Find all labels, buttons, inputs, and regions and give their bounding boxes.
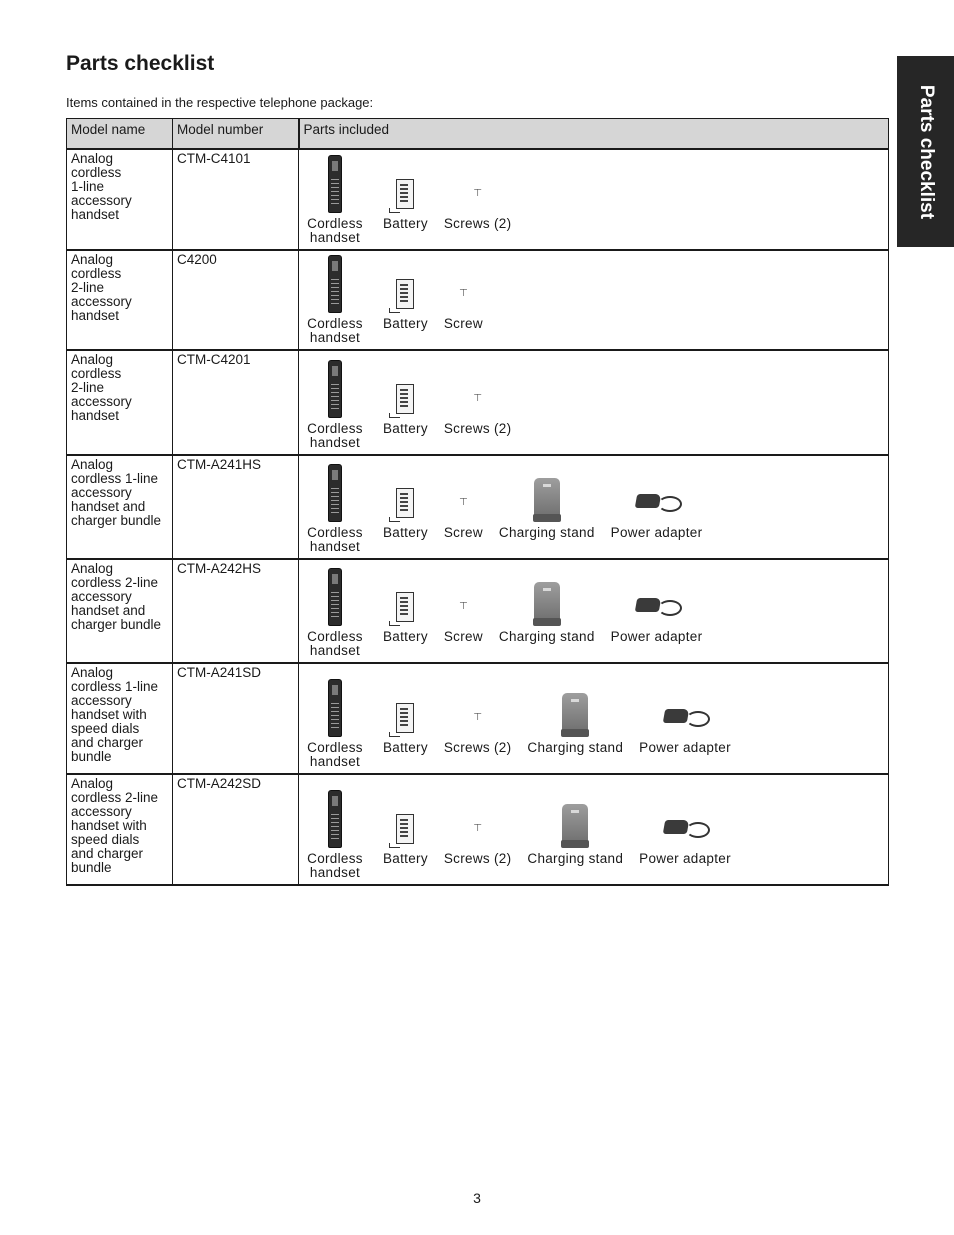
part-item [444,255,499,345]
model-number-cell: CTM-A242SD [173,774,299,885]
part-item [303,790,383,880]
part-label: Screw [443,629,483,644]
side-tab-label: Parts checklist [915,84,937,219]
part-item [611,568,719,658]
cordless-handset-icon [328,464,342,522]
part-label: Power adapter [610,629,703,644]
header-model-number: Model number [173,119,299,150]
part-item [383,360,444,450]
part-label: Battery [383,216,428,231]
power-adapter-icon [632,464,682,522]
parts-list [303,353,884,450]
cordless-handset-icon [328,790,342,848]
part-label: Screws (2) [443,421,512,436]
part-item [303,679,383,769]
parts-included-cell [299,149,889,250]
battery-icon [396,360,414,418]
cordless-handset-icon [328,255,342,313]
parts-included-cell [299,250,889,350]
parts-list [303,666,884,769]
part-item [383,255,444,345]
table-row [67,663,889,774]
parts-list [303,777,884,880]
header-parts-included: Parts included [299,119,889,150]
power-adapter-icon [660,790,710,848]
part-label: Screws (2) [443,740,512,755]
cordless-handset-icon [328,155,342,213]
part-label: Screw [443,316,483,331]
charging-stand-icon [534,464,560,522]
battery-icon [396,568,414,626]
part-label: Power adapter [639,851,731,866]
part-label: Screws (2) [443,851,512,866]
part-label: Charging stand [527,851,624,866]
parts-list [303,152,884,245]
table-row [67,250,889,350]
screw-icon: ⊤ [459,497,468,508]
cordless-handset-icon [328,568,342,626]
part-label: Cordless handset [307,421,363,450]
part-item [383,568,444,658]
part-label: Battery [383,740,428,755]
part-label: Battery [383,316,428,331]
part-item [639,679,747,769]
model-number-cell: C4200 [173,250,299,350]
battery-icon [396,790,414,848]
part-item [303,255,383,345]
part-item [444,568,499,658]
model-name-cell: Analog cordless 1-line accessory handset and charger bundle [67,455,173,559]
model-number-cell: CTM-A242HS [173,559,299,663]
battery-icon [396,155,414,213]
screw-icon: ⊤ [473,823,482,834]
part-label: Cordless handset [307,316,363,345]
screw-icon: ⊤ [473,712,482,723]
model-name-cell: Analog cordless 2-line accessory handset [67,250,173,350]
table-body [67,149,889,885]
table-row [67,559,889,663]
part-item [444,155,528,245]
battery-icon [396,464,414,522]
part-label: Charging stand [527,740,624,755]
part-item [383,790,444,880]
part-item [611,464,719,554]
battery-icon [396,679,414,737]
power-adapter-icon [660,679,710,737]
table-row [67,350,889,455]
page-number: 3 [473,1190,481,1206]
model-number-cell: CTM-A241HS [173,455,299,559]
charging-stand-icon [534,568,560,626]
header-model-name: Model name [67,119,173,150]
parts-list [303,253,884,345]
model-name-cell: Analog cordless 1-line accessory handset with speed dials and charger bundle [67,663,173,774]
parts-list [303,562,884,658]
side-tab [897,56,954,247]
part-item [303,464,383,554]
parts-list [303,458,884,554]
part-item [444,790,528,880]
model-name-cell: Analog cordless 2-line accessory handset with speed dials and charger bundle [67,774,173,885]
parts-included-cell [299,663,889,774]
model-number-cell: CTM-C4101 [173,149,299,250]
part-label: Battery [383,421,428,436]
table-header-row [67,119,889,150]
parts-included-cell [299,559,889,663]
part-label: Power adapter [610,525,703,540]
part-item [383,155,444,245]
part-item [303,155,383,245]
part-label: Charging stand [498,629,595,644]
part-item [639,790,747,880]
part-item [527,790,639,880]
part-label: Screws (2) [443,216,512,231]
part-item [444,360,528,450]
part-label: Battery [383,851,428,866]
part-label: Charging stand [498,525,595,540]
part-item [444,679,528,769]
model-name-cell: Analog cordless 2-line accessory handset and charger bundle [67,559,173,663]
part-label: Cordless handset [307,851,363,880]
battery-icon [396,255,414,313]
cordless-handset-icon [328,360,342,418]
screw-icon: ⊤ [459,288,468,299]
model-number-cell: CTM-C4201 [173,350,299,455]
screw-icon: ⊤ [459,601,468,612]
model-number-cell: CTM-A241SD [173,663,299,774]
part-label: Cordless handset [307,216,363,245]
part-item [444,464,499,554]
cordless-handset-icon [328,679,342,737]
model-name-cell: Analog cordless 2-line accessory handset [67,350,173,455]
part-label: Cordless handset [307,629,363,658]
parts-included-cell [299,774,889,885]
power-adapter-icon [632,568,682,626]
part-item [303,568,383,658]
page-title: Parts checklist [66,52,215,75]
part-label: Screw [443,525,483,540]
charging-stand-icon [562,679,588,737]
part-item [303,360,383,450]
part-label: Power adapter [639,740,731,755]
table-row [67,774,889,885]
table-row [67,455,889,559]
part-item [499,464,611,554]
model-name-cell: Analog cordless 1-line accessory handset [67,149,173,250]
part-label: Battery [383,525,428,540]
screw-icon: ⊤ [473,188,482,199]
part-label: Cordless handset [307,740,363,769]
intro-text: Items contained in the respective telephone package: [66,95,374,110]
parts-table [66,118,889,886]
part-item [383,679,444,769]
part-label: Cordless handset [307,525,363,554]
part-label: Battery [383,629,428,644]
part-item [527,679,639,769]
charging-stand-icon [562,790,588,848]
parts-included-cell [299,350,889,455]
part-item [499,568,611,658]
screw-icon: ⊤ [473,393,482,404]
part-item [383,464,444,554]
table-row [67,149,889,250]
parts-included-cell [299,455,889,559]
